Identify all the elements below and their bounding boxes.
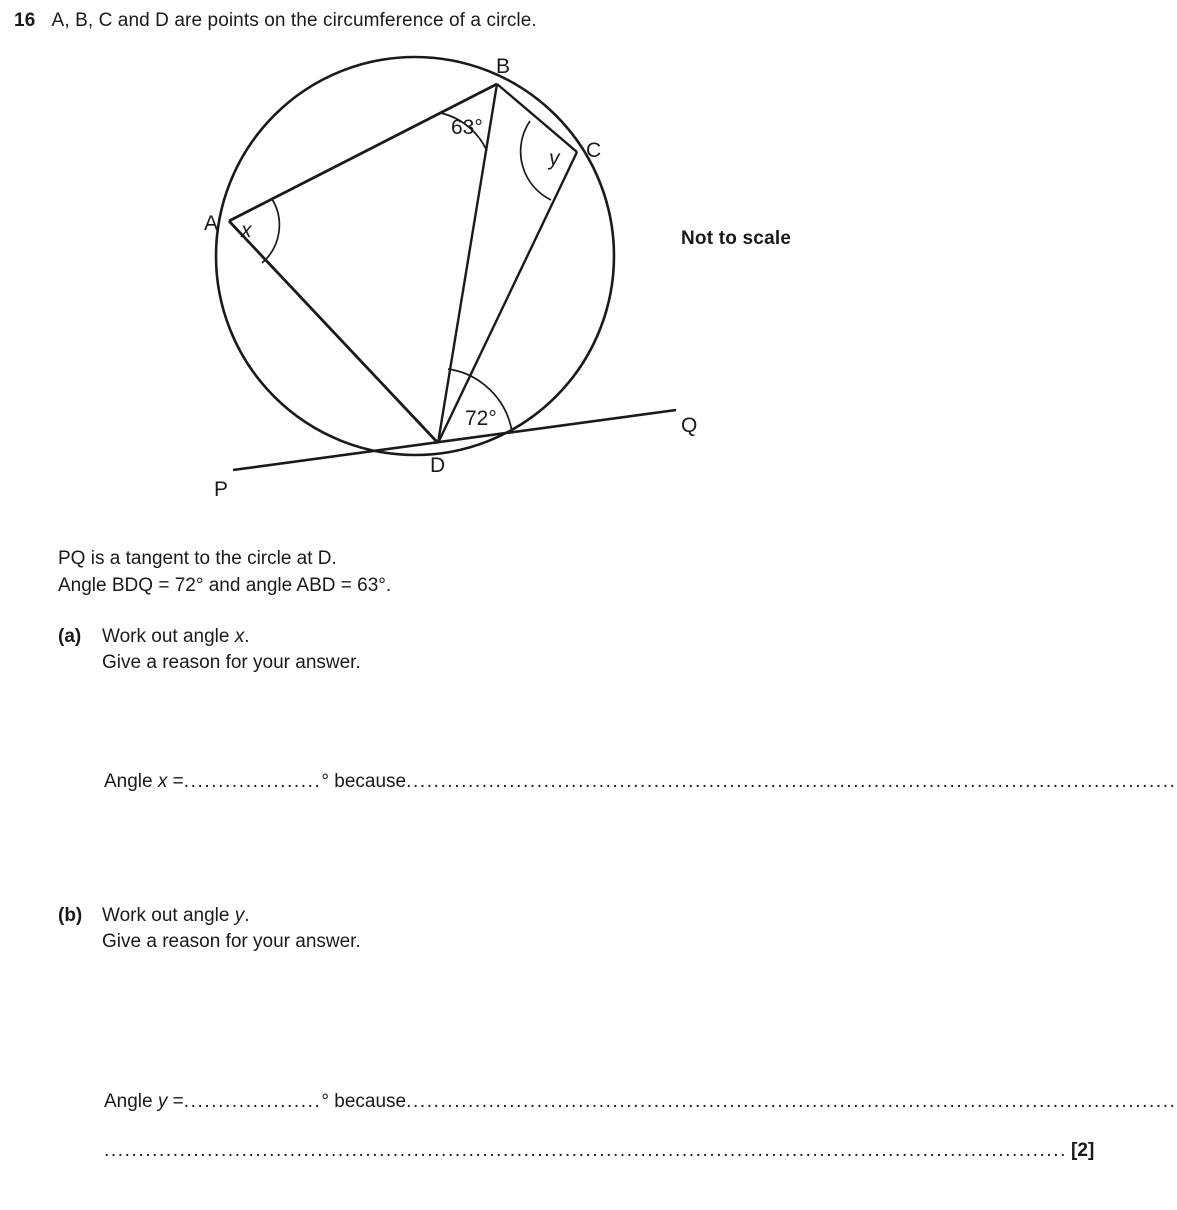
answer-line-a[interactable] — [104, 771, 1177, 793]
part-b-instruction-1-period: . — [244, 905, 250, 926]
part-a — [58, 624, 998, 676]
not-to-scale-label: Not to scale — [681, 228, 792, 249]
circle-diagram — [0, 40, 1014, 520]
answer-b-equals: = — [172, 1091, 184, 1112]
answer-b-variable: y — [157, 1091, 168, 1112]
answer-a-value-blank[interactable]: .................... — [183, 771, 322, 792]
angle-label-63: 63° — [451, 116, 483, 139]
statement-line-1: PQ is a tangent to the circle at D. — [58, 548, 337, 569]
angle-label-72: 72° — [465, 407, 497, 430]
vertex-label-b: B — [496, 55, 511, 78]
answer-b-prefix: Angle — [104, 1091, 153, 1112]
part-a-instruction-2: Give a reason for your answer. — [102, 652, 361, 673]
chord-cd — [438, 152, 577, 443]
chord-ad — [229, 221, 438, 443]
answer-a-prefix: Angle — [104, 771, 153, 792]
part-b-head — [58, 903, 998, 955]
angle-arc-a-x — [262, 199, 279, 263]
part-b-instruction-1 — [102, 903, 361, 929]
vertex-label-c: C — [586, 139, 602, 162]
angle-arc-c-y — [521, 121, 551, 200]
answer-b-label — [104, 1091, 184, 1113]
part-a-variable: x — [234, 626, 245, 647]
answer-b-reason-blank[interactable]: ................................................................................................................ — [406, 1091, 1177, 1112]
part-b-instruction-2: Give a reason for your answer. — [102, 931, 361, 952]
vertex-label-q: Q — [681, 414, 698, 437]
final-answer-line[interactable] — [104, 1140, 1095, 1162]
part-a-text — [102, 624, 361, 676]
part-a-letter: (a) — [58, 626, 82, 647]
answer-b-value-blank[interactable]: .................... — [183, 1091, 322, 1112]
answer-line-b[interactable] — [104, 1091, 1177, 1113]
answer-a-degree-because — [321, 771, 406, 793]
chord-ab — [229, 84, 497, 221]
part-b-instruction-1-text: Work out angle — [102, 905, 230, 926]
answer-b-because: because — [334, 1091, 407, 1112]
question-header — [14, 10, 974, 32]
answer-a-label — [104, 771, 184, 793]
answer-a-because: because — [334, 771, 407, 792]
part-a-head — [58, 624, 998, 676]
statement-block — [58, 545, 391, 599]
statement-line-2: Angle BDQ = 72° and angle ABD = 63°. — [58, 575, 392, 596]
answer-a-reason-blank[interactable]: ................................................................................................................ — [406, 771, 1177, 792]
answer-a-equals: = — [172, 771, 184, 792]
vertex-label-d: D — [430, 454, 446, 477]
circle-outline — [216, 57, 614, 455]
answer-b-degree: ° — [321, 1091, 329, 1112]
answer-a-degree: ° — [321, 771, 329, 792]
answer-a-variable: x — [157, 771, 168, 792]
part-a-instruction-1-period: . — [244, 626, 250, 647]
final-reason-blank[interactable]: ............................................................................................................................................ — [104, 1140, 1068, 1161]
angle-label-x: x — [241, 219, 252, 242]
marks-allocation: [2] — [1071, 1140, 1095, 1161]
question-stem: A, B, C and D are points on the circumference of a circle. — [51, 10, 537, 31]
angle-label-y: y — [549, 147, 560, 170]
answer-b-degree-because — [321, 1091, 406, 1113]
chord-bc — [497, 84, 577, 152]
part-b-letter: (b) — [58, 905, 83, 926]
vertex-label-p: P — [214, 478, 229, 501]
part-b-variable: y — [234, 905, 245, 926]
question-number: 16 — [14, 10, 36, 31]
part-b-text — [102, 903, 361, 955]
part-b — [58, 903, 998, 955]
vertex-label-a: A — [204, 212, 219, 235]
part-a-instruction-1 — [102, 624, 361, 650]
part-a-instruction-1-text: Work out angle — [102, 626, 230, 647]
diagram-svg — [0, 40, 1014, 520]
